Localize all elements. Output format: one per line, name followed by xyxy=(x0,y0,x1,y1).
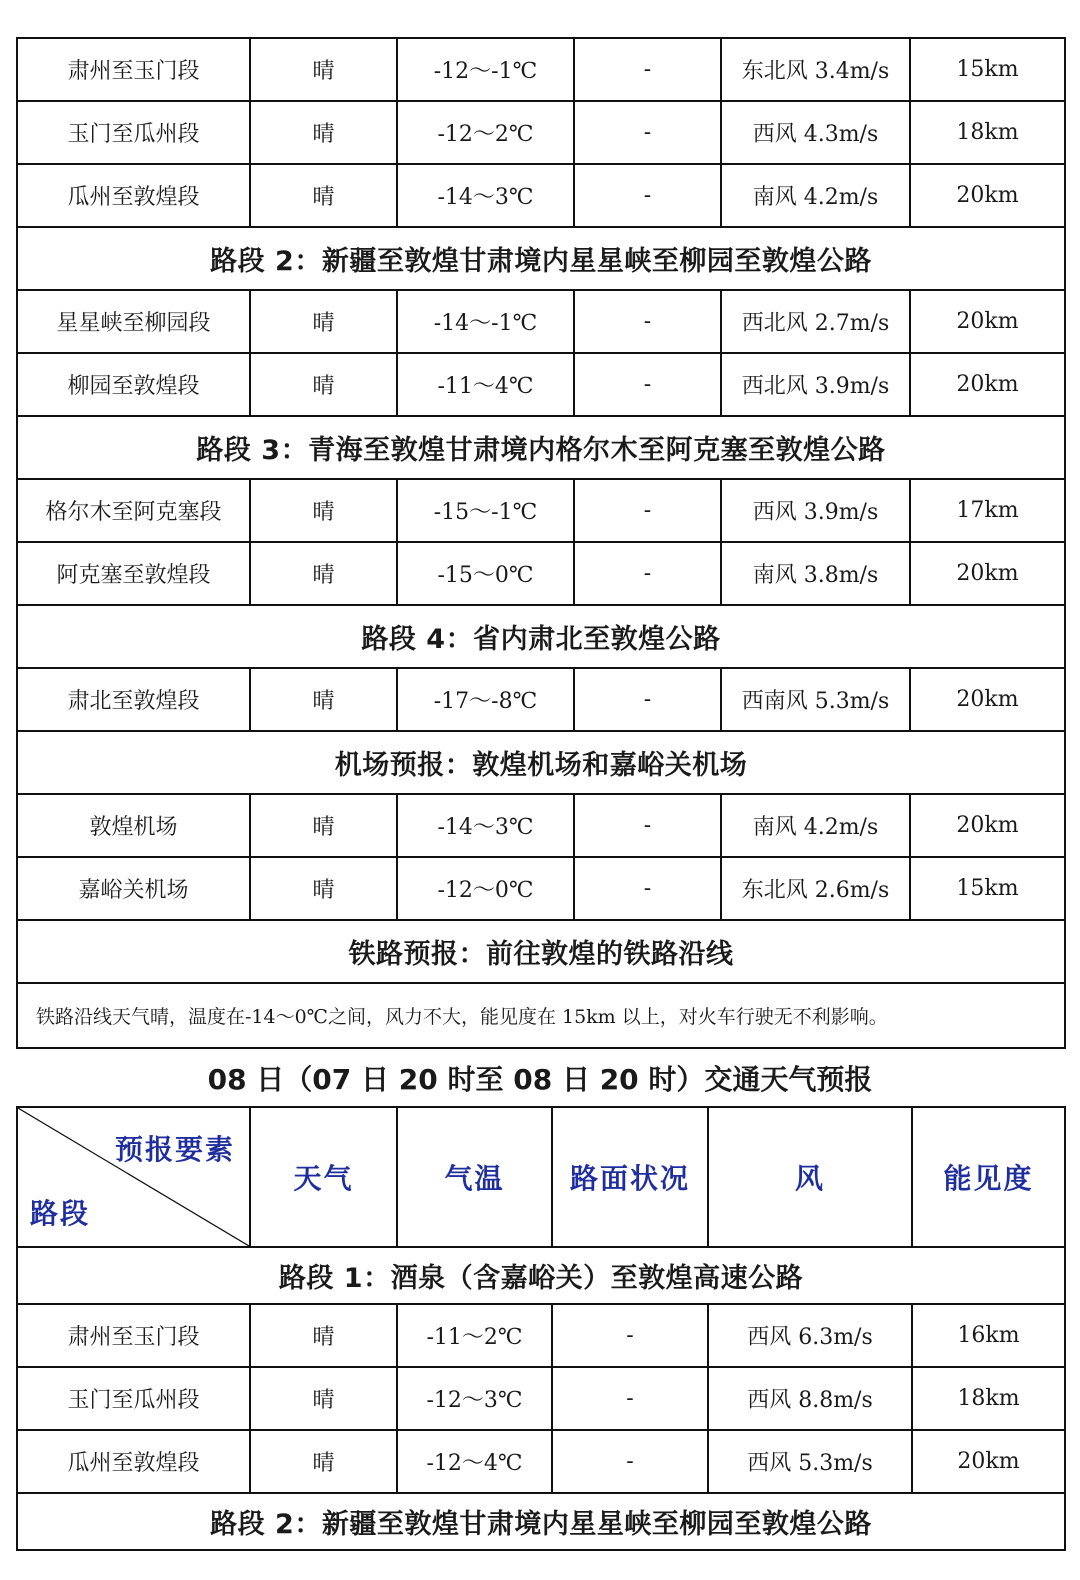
road-condition-cell: - xyxy=(552,1430,708,1493)
temperature-cell: -12～-1℃ xyxy=(397,38,574,101)
table-row xyxy=(17,857,1065,920)
section-title: 路段 2：新疆至敦煌甘肃境内星星峡至柳园至敦煌公路 xyxy=(17,227,1065,290)
section-header-row xyxy=(17,731,1065,794)
road-section-cell: 星星峡至柳园段 xyxy=(17,290,250,353)
temperature-cell: -12～2℃ xyxy=(397,101,574,164)
temperature-cell: -14～3℃ xyxy=(397,164,574,227)
header-forecast-elements: 预报要素 xyxy=(114,1133,235,1166)
wind-cell: 西北风 2.7m/s xyxy=(721,290,910,353)
weather-cell: 晴 xyxy=(250,479,397,542)
visibility-cell: 18km xyxy=(910,101,1065,164)
temperature-cell: -12～4℃ xyxy=(397,1430,552,1493)
wind-cell: 西风 6.3m/s xyxy=(708,1304,912,1367)
road-section-cell: 敦煌机场 xyxy=(17,794,250,857)
temperature-cell: -11～4℃ xyxy=(397,353,574,416)
wind-cell: 南风 4.2m/s xyxy=(721,164,910,227)
section-header-row xyxy=(17,920,1065,983)
road-section-cell: 格尔木至阿克塞段 xyxy=(17,479,250,542)
weather-cell: 晴 xyxy=(250,38,397,101)
road-section-cell: 瓜州至敦煌段 xyxy=(17,1430,250,1493)
wind-cell: 东北风 3.4m/s xyxy=(721,38,910,101)
visibility-cell: 15km xyxy=(910,857,1065,920)
table-row xyxy=(17,479,1065,542)
table-row xyxy=(17,1430,1065,1493)
table-row xyxy=(17,668,1065,731)
road-section-cell: 玉门至瓜州段 xyxy=(17,101,250,164)
road-section-cell: 肃州至玉门段 xyxy=(17,38,250,101)
road-condition-cell: - xyxy=(574,38,721,101)
visibility-cell: 16km xyxy=(912,1304,1065,1367)
wind-cell: 西风 3.9m/s xyxy=(721,479,910,542)
section-header-row xyxy=(17,1493,1065,1550)
road-condition-cell: - xyxy=(574,353,721,416)
table-header-row xyxy=(17,1107,1065,1247)
header-road-section: 路段 xyxy=(30,1197,91,1230)
table-row xyxy=(17,290,1065,353)
wind-cell: 西风 5.3m/s xyxy=(708,1430,912,1493)
weather-cell: 晴 xyxy=(250,794,397,857)
visibility-cell: 20km xyxy=(910,542,1065,605)
wind-cell: 东北风 2.6m/s xyxy=(721,857,910,920)
weather-cell: 晴 xyxy=(250,542,397,605)
section-header-row xyxy=(17,605,1065,668)
weather-cell: 晴 xyxy=(250,101,397,164)
road-condition-cell: - xyxy=(574,479,721,542)
visibility-cell: 20km xyxy=(910,668,1065,731)
road-section-cell: 肃州至玉门段 xyxy=(17,1304,250,1367)
wind-cell: 南风 3.8m/s xyxy=(721,542,910,605)
weather-cell: 晴 xyxy=(250,668,397,731)
section-title: 机场预报：敦煌机场和嘉峪关机场 xyxy=(17,731,1065,794)
table-row xyxy=(17,164,1065,227)
section-title: 路段 4：省内肃北至敦煌公路 xyxy=(17,605,1065,668)
weather-cell: 晴 xyxy=(250,1430,397,1493)
visibility-cell: 20km xyxy=(912,1430,1065,1493)
wind-cell: 南风 4.2m/s xyxy=(721,794,910,857)
temperature-cell: -14～3℃ xyxy=(397,794,574,857)
section-header-row xyxy=(17,416,1065,479)
header-temperature: 气温 xyxy=(397,1107,552,1247)
road-condition-cell: - xyxy=(574,668,721,731)
temperature-cell: -15～-1℃ xyxy=(397,479,574,542)
road-condition-cell: - xyxy=(574,857,721,920)
forecast-title: 08 日（07 日 20 时至 08 日 20 时）交通天气预报 xyxy=(207,1063,873,1096)
temperature-cell: -17～-8℃ xyxy=(397,668,574,731)
section-title: 铁路预报：前往敦煌的铁路沿线 xyxy=(17,920,1065,983)
road-condition-cell: - xyxy=(574,164,721,227)
header-weather: 天气 xyxy=(250,1107,397,1247)
forecast-table-bottom-body xyxy=(17,1107,1065,1550)
wind-cell: 西风 4.3m/s xyxy=(721,101,910,164)
railway-note: 铁路沿线天气晴，温度在-14～0℃之间，风力不大，能见度在 15km 以上，对火车行驶无不利影响。 xyxy=(17,983,1065,1048)
road-condition-cell: - xyxy=(574,101,721,164)
section-header-row xyxy=(17,1247,1065,1304)
diagonal-header-cell xyxy=(17,1107,250,1247)
table-row xyxy=(17,1367,1065,1430)
visibility-cell: 18km xyxy=(912,1367,1065,1430)
section-title: 路段 2：新疆至敦煌甘肃境内星星峡至柳园至敦煌公路 xyxy=(17,1493,1065,1550)
road-section-cell: 嘉峪关机场 xyxy=(17,857,250,920)
table-row xyxy=(17,794,1065,857)
section-title: 路段 3：青海至敦煌甘肃境内格尔木至阿克塞至敦煌公路 xyxy=(17,416,1065,479)
road-section-cell: 玉门至瓜州段 xyxy=(17,1367,250,1430)
railway-note-row xyxy=(17,983,1065,1048)
visibility-cell: 17km xyxy=(910,479,1065,542)
section-header-row xyxy=(17,227,1065,290)
table-row xyxy=(17,542,1065,605)
weather-cell: 晴 xyxy=(250,1304,397,1367)
table-row xyxy=(17,38,1065,101)
road-section-cell: 瓜州至敦煌段 xyxy=(17,164,250,227)
road-section-cell: 阿克塞至敦煌段 xyxy=(17,542,250,605)
road-condition-cell: - xyxy=(574,794,721,857)
road-condition-cell: - xyxy=(552,1367,708,1430)
visibility-cell: 20km xyxy=(910,794,1065,857)
table-row xyxy=(17,101,1065,164)
forecast-table-top xyxy=(16,37,1066,1049)
visibility-cell: 20km xyxy=(910,353,1065,416)
temperature-cell: -11～2℃ xyxy=(397,1304,552,1367)
temperature-cell: -12～3℃ xyxy=(397,1367,552,1430)
wind-cell: 西南风 5.3m/s xyxy=(721,668,910,731)
forecast-table-bottom xyxy=(16,1106,1066,1551)
wind-cell: 西风 8.8m/s xyxy=(708,1367,912,1430)
temperature-cell: -14～-1℃ xyxy=(397,290,574,353)
visibility-cell: 20km xyxy=(910,164,1065,227)
road-condition-cell: - xyxy=(552,1304,708,1367)
road-condition-cell: - xyxy=(574,542,721,605)
table-row xyxy=(17,353,1065,416)
road-section-cell: 柳园至敦煌段 xyxy=(17,353,250,416)
weather-cell: 晴 xyxy=(250,353,397,416)
weather-cell: 晴 xyxy=(250,164,397,227)
road-section-cell: 肃北至敦煌段 xyxy=(17,668,250,731)
header-road-condition: 路面状况 xyxy=(552,1107,708,1247)
section-title: 路段 1：酒泉（含嘉峪关）至敦煌高速公路 xyxy=(17,1247,1065,1304)
wind-cell: 西北风 3.9m/s xyxy=(721,353,910,416)
visibility-cell: 20km xyxy=(910,290,1065,353)
weather-cell: 晴 xyxy=(250,1367,397,1430)
temperature-cell: -12～0℃ xyxy=(397,857,574,920)
table-row xyxy=(17,1304,1065,1367)
weather-cell: 晴 xyxy=(250,857,397,920)
weather-cell: 晴 xyxy=(250,290,397,353)
header-visibility: 能见度 xyxy=(912,1107,1065,1247)
temperature-cell: -15～0℃ xyxy=(397,542,574,605)
visibility-cell: 15km xyxy=(910,38,1065,101)
forecast-table-top-body xyxy=(17,38,1065,1048)
road-condition-cell: - xyxy=(574,290,721,353)
header-wind: 风 xyxy=(708,1107,912,1247)
